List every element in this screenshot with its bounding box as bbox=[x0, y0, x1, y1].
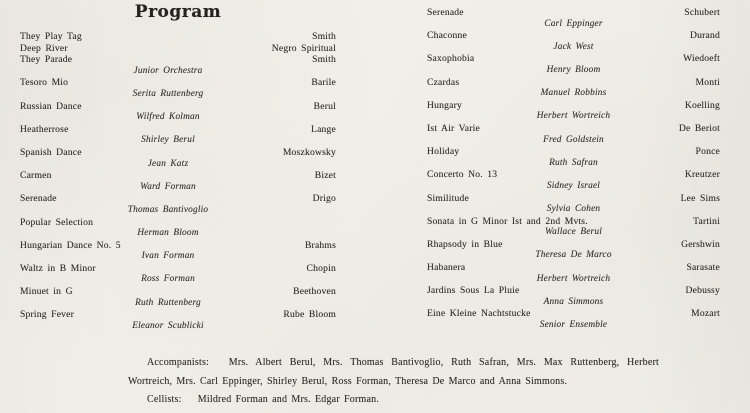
performer-name: Herbert Wortreich bbox=[536, 273, 611, 284]
piece-composer: Moszkowsky bbox=[282, 146, 336, 158]
performer-row bbox=[427, 19, 720, 31]
accompanists-label: Accompanists: bbox=[147, 357, 210, 368]
performer-row bbox=[427, 274, 720, 286]
performer-name: Ivan Forman bbox=[141, 251, 195, 262]
performer-name: Wilfred Kolman bbox=[136, 112, 200, 123]
piece-composer: Sarasate bbox=[686, 262, 720, 274]
cellists-paragraph bbox=[128, 391, 659, 410]
program-piece-row bbox=[20, 101, 336, 113]
piece-title: Serenade bbox=[427, 7, 464, 18]
program-piece-row bbox=[427, 146, 720, 158]
program-right-column bbox=[427, 7, 720, 332]
program-piece-row bbox=[427, 53, 720, 65]
program-piece-row bbox=[20, 193, 336, 205]
piece-title: Hungary bbox=[427, 99, 462, 111]
piece-title: Similitude bbox=[427, 192, 469, 204]
cellists-label: Cellists: bbox=[147, 394, 182, 405]
performer-name: Ross Forman bbox=[141, 274, 195, 285]
piece-title: Eine Kleine Nachtstucke bbox=[427, 308, 531, 320]
piece-composer: Wiedoeft bbox=[683, 53, 720, 65]
performer-name: Anna Simmons bbox=[543, 296, 604, 307]
piece-title: Czardas bbox=[427, 76, 460, 88]
piece-composer: Drigo bbox=[312, 193, 336, 205]
performer-row bbox=[20, 228, 336, 240]
program-piece-row bbox=[427, 169, 720, 181]
program-piece-row bbox=[20, 124, 336, 136]
performer-row bbox=[427, 297, 720, 309]
program-left-column bbox=[20, 31, 336, 332]
piece-title: Sonata in G Minor Ist and 2nd Mvts. bbox=[427, 215, 588, 227]
performer-name: Senior Ensemble bbox=[539, 320, 608, 331]
cellists-names: Mildred Forman and Mrs. Edgar Forman. bbox=[197, 394, 380, 405]
piece-title: Serenade bbox=[20, 193, 57, 205]
program-piece-row bbox=[20, 54, 336, 66]
performer-name: Ruth Ruttenberg bbox=[135, 297, 201, 308]
performer-name: Eleanor Scublicki bbox=[132, 320, 204, 331]
performer-name: Ruth Safran bbox=[549, 157, 598, 168]
piece-composer: Smith bbox=[312, 54, 336, 66]
piece-title: Minuet in G bbox=[20, 286, 73, 298]
program-piece-row bbox=[427, 123, 720, 135]
program-piece-row bbox=[20, 77, 336, 89]
piece-title: Popular Selection bbox=[20, 216, 94, 228]
program-piece-row bbox=[20, 309, 336, 321]
piece-composer: Lange bbox=[311, 123, 336, 135]
program-piece-row bbox=[427, 262, 720, 274]
piece-composer: Mozart bbox=[691, 308, 720, 320]
piece-title: Jardins Sous La Pluie bbox=[427, 285, 520, 297]
performer-row bbox=[427, 227, 720, 239]
performer-name: Herman Bloom bbox=[137, 228, 199, 239]
program-piece-row bbox=[20, 43, 336, 55]
program-piece-row bbox=[427, 7, 720, 19]
program-piece-row bbox=[20, 286, 336, 298]
piece-title: Concerto No. 13 bbox=[427, 169, 498, 181]
performer-row bbox=[20, 321, 336, 333]
performer-name: Sidney Israel bbox=[546, 180, 601, 191]
piece-composer: Negro Spiritual bbox=[271, 42, 336, 54]
accompanists-names: Mrs. Albert Berul, Mrs. Thomas Bantivoglio, Ruth Safran, Mrs. Max Ruttenberg, Herbert Wortreich, Mrs. Carl Eppinger, Shirley Berul, Ross Forman, Theresa De Marco and Anna Simmons. bbox=[128, 357, 659, 387]
piece-composer: Koelling bbox=[684, 99, 720, 111]
performer-row bbox=[20, 251, 336, 263]
performer-row bbox=[20, 205, 336, 217]
piece-title: Spanish Dance bbox=[20, 146, 82, 158]
program-piece-row bbox=[20, 217, 336, 229]
page-title: Program bbox=[134, 2, 222, 22]
performer-row bbox=[427, 181, 720, 193]
piece-title: Hungarian Dance No. 5 bbox=[20, 239, 121, 251]
piece-composer: Barile bbox=[311, 77, 336, 89]
performer-name: Manuel Robbins bbox=[540, 88, 607, 99]
piece-title: They Play Tag bbox=[20, 31, 82, 42]
performer-name: Jack West bbox=[553, 41, 594, 52]
performer-name: Carl Eppinger bbox=[544, 18, 603, 29]
performer-name: Wallace Berul bbox=[545, 227, 602, 238]
piece-composer: Schubert bbox=[684, 7, 720, 18]
piece-composer: Gershwin bbox=[681, 238, 720, 250]
performer-name: Serita Ruttenberg bbox=[132, 88, 204, 99]
piece-title: Spring Fever bbox=[20, 309, 75, 321]
performer-row bbox=[20, 112, 336, 124]
performer-row bbox=[427, 250, 720, 262]
piece-title: Rhapsody in Blue bbox=[427, 238, 503, 250]
piece-composer: Lee Sims bbox=[680, 192, 720, 204]
performer-row bbox=[427, 111, 720, 123]
performer-name: Junior Orchestra bbox=[133, 65, 203, 76]
piece-composer: Ponce bbox=[695, 146, 720, 158]
program-piece-row bbox=[20, 31, 336, 43]
program-piece-row bbox=[427, 308, 720, 320]
performer-name: Theresa De Marco bbox=[535, 250, 612, 261]
piece-title: Holiday bbox=[427, 146, 460, 158]
piece-composer: Chopin bbox=[306, 262, 336, 274]
performer-row bbox=[427, 135, 720, 147]
program-piece-row bbox=[427, 216, 720, 228]
performer-row bbox=[427, 42, 720, 54]
performer-row bbox=[20, 182, 336, 194]
piece-title: Heatherrose bbox=[20, 123, 69, 135]
piece-composer: Monti bbox=[695, 76, 720, 88]
program-piece-row bbox=[20, 263, 336, 275]
program-piece-row bbox=[20, 240, 336, 252]
performer-row bbox=[20, 135, 336, 147]
program-piece-row bbox=[427, 239, 720, 251]
piece-title: Saxophobia bbox=[427, 53, 475, 65]
performer-row bbox=[427, 320, 720, 332]
performer-name: Ward Forman bbox=[140, 181, 196, 192]
performer-row bbox=[427, 88, 720, 100]
program-piece-row bbox=[427, 77, 720, 89]
performer-name: Sylvia Cohen bbox=[546, 204, 601, 215]
piece-title: Habanera bbox=[427, 262, 466, 274]
piece-title: Deep River bbox=[20, 42, 68, 54]
performer-name: Fred Goldstein bbox=[543, 134, 604, 145]
piece-title: Chaconne bbox=[427, 30, 467, 42]
program-piece-row bbox=[427, 100, 720, 112]
performer-row bbox=[20, 89, 336, 101]
performer-name: Herbert Wortreich bbox=[536, 111, 611, 122]
piece-composer: Tartini bbox=[693, 215, 720, 227]
piece-title: Carmen bbox=[20, 170, 52, 182]
piece-composer: Berul bbox=[313, 100, 336, 112]
program-piece-row bbox=[427, 193, 720, 205]
performer-row bbox=[427, 65, 720, 77]
piece-title: Waltz in B Minor bbox=[20, 262, 96, 274]
performer-name: Shirley Berul bbox=[141, 135, 195, 146]
piece-composer: Kreutzer bbox=[684, 169, 720, 181]
performer-name: Henry Bloom bbox=[546, 64, 601, 75]
piece-composer: Bizet bbox=[314, 170, 336, 182]
program-piece-row bbox=[427, 285, 720, 297]
performer-row bbox=[20, 298, 336, 310]
piece-composer: Smith bbox=[312, 31, 336, 42]
performer-row bbox=[20, 159, 336, 171]
program-piece-row bbox=[20, 170, 336, 182]
piece-composer: Durand bbox=[690, 30, 720, 42]
piece-composer: Beethoven bbox=[293, 286, 336, 298]
program-piece-row bbox=[20, 147, 336, 159]
program-piece-row bbox=[427, 30, 720, 42]
piece-composer: Brahms bbox=[304, 239, 336, 251]
performer-name: Thomas Bantivoglio bbox=[127, 204, 209, 215]
performer-row bbox=[427, 158, 720, 170]
piece-title: Ist Air Varie bbox=[427, 122, 480, 134]
performer-name: Jean Katz bbox=[147, 158, 189, 169]
piece-composer: De Beriot bbox=[678, 122, 720, 134]
credits-section bbox=[128, 354, 659, 410]
accompanists-paragraph bbox=[128, 354, 659, 391]
piece-title: Russian Dance bbox=[20, 100, 82, 112]
piece-title: They Parade bbox=[20, 54, 73, 66]
piece-composer: Rube Bloom bbox=[283, 309, 336, 321]
performer-row bbox=[427, 204, 720, 216]
piece-title: Tesoro Mio bbox=[20, 77, 69, 89]
piece-composer: Debussy bbox=[685, 285, 720, 297]
performer-row bbox=[20, 66, 336, 78]
performer-row bbox=[20, 274, 336, 286]
